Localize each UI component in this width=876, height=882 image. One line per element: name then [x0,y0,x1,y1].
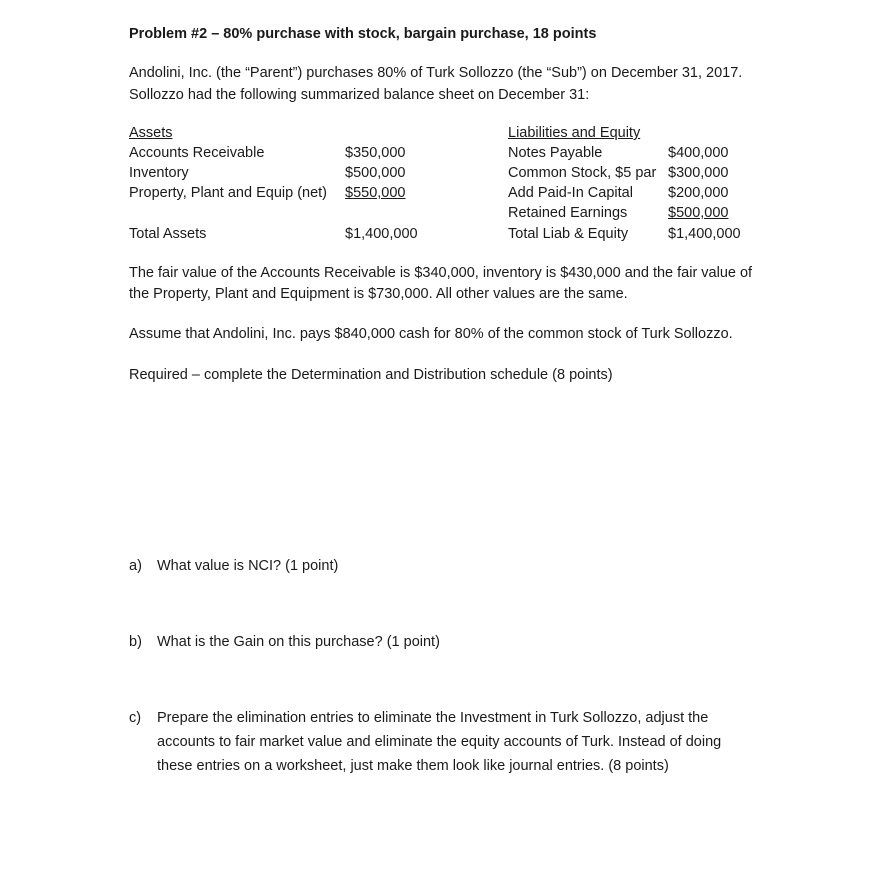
asset-label: Inventory [129,165,189,181]
fair-value-line-2: the Property, Plant and Equipment is $730,000. All other values are the same. [129,286,628,302]
liability-value: $500,000 [668,205,729,221]
asset-label: Property, Plant and Equip (net) [129,185,328,201]
question-b-text: What is the Gain on this purchase? (1 point) [157,634,440,650]
intro-line-1: Andolini, Inc. (the “Parent”) purchases 80% of Turk Sollozzo (the “Sub”) on December 31, 2017. [129,65,743,81]
question-c-line-2: accounts to fair market value and eliminate the equity accounts of Turk. Instead of doing [157,734,722,750]
liability-value: $300,000 [668,165,729,181]
liability-label: Common Stock, $5 par [508,165,657,181]
total-assets-value: $1,400,000 [345,226,418,242]
question-c-marker: c) [129,710,142,726]
intro-line-2: Sollozzo had the following summarized balance sheet on December 31: [129,87,590,103]
liability-value: $200,000 [668,185,729,201]
required-text: Required – complete the Determination and Distribution schedule (8 points) [129,367,613,383]
fair-value-line-1: The fair value of the Accounts Receivable is $340,000, inventory is $430,000 and the fair value of [129,265,753,281]
question-c-line-3: these entries on a worksheet, just make them look like journal entries. (8 points) [157,758,669,774]
asset-value: $550,000 [345,185,406,201]
assumption-text: Assume that Andolini, Inc. pays $840,000 cash for 80% of the common stock of Turk Sollozzo. [129,326,733,342]
question-a-marker: a) [129,558,142,574]
liability-label: Notes Payable [508,145,603,161]
question-a-text: What value is NCI? (1 point) [157,558,339,574]
total-liab-value: $1,400,000 [668,226,741,242]
liability-label: Retained Earnings [508,205,628,221]
total-assets-label: Total Assets [129,226,207,242]
question-c-line-1: Prepare the elimination entries to eliminate the Investment in Turk Sollozzo, adjust the [157,710,709,726]
problem-title: Problem #2 – 80% purchase with stock, bargain purchase, 18 points [129,26,597,42]
liabilities-header: Liabilities and Equity [508,125,641,141]
question-b-marker: b) [129,634,142,650]
liability-label: Add Paid-In Capital [508,185,633,201]
total-liab-label: Total Liab & Equity [508,226,629,242]
liability-value: $400,000 [668,145,729,161]
assets-header: Assets [129,125,173,141]
asset-value: $500,000 [345,165,406,181]
asset-value: $350,000 [345,145,406,161]
asset-label: Accounts Receivable [129,145,265,161]
